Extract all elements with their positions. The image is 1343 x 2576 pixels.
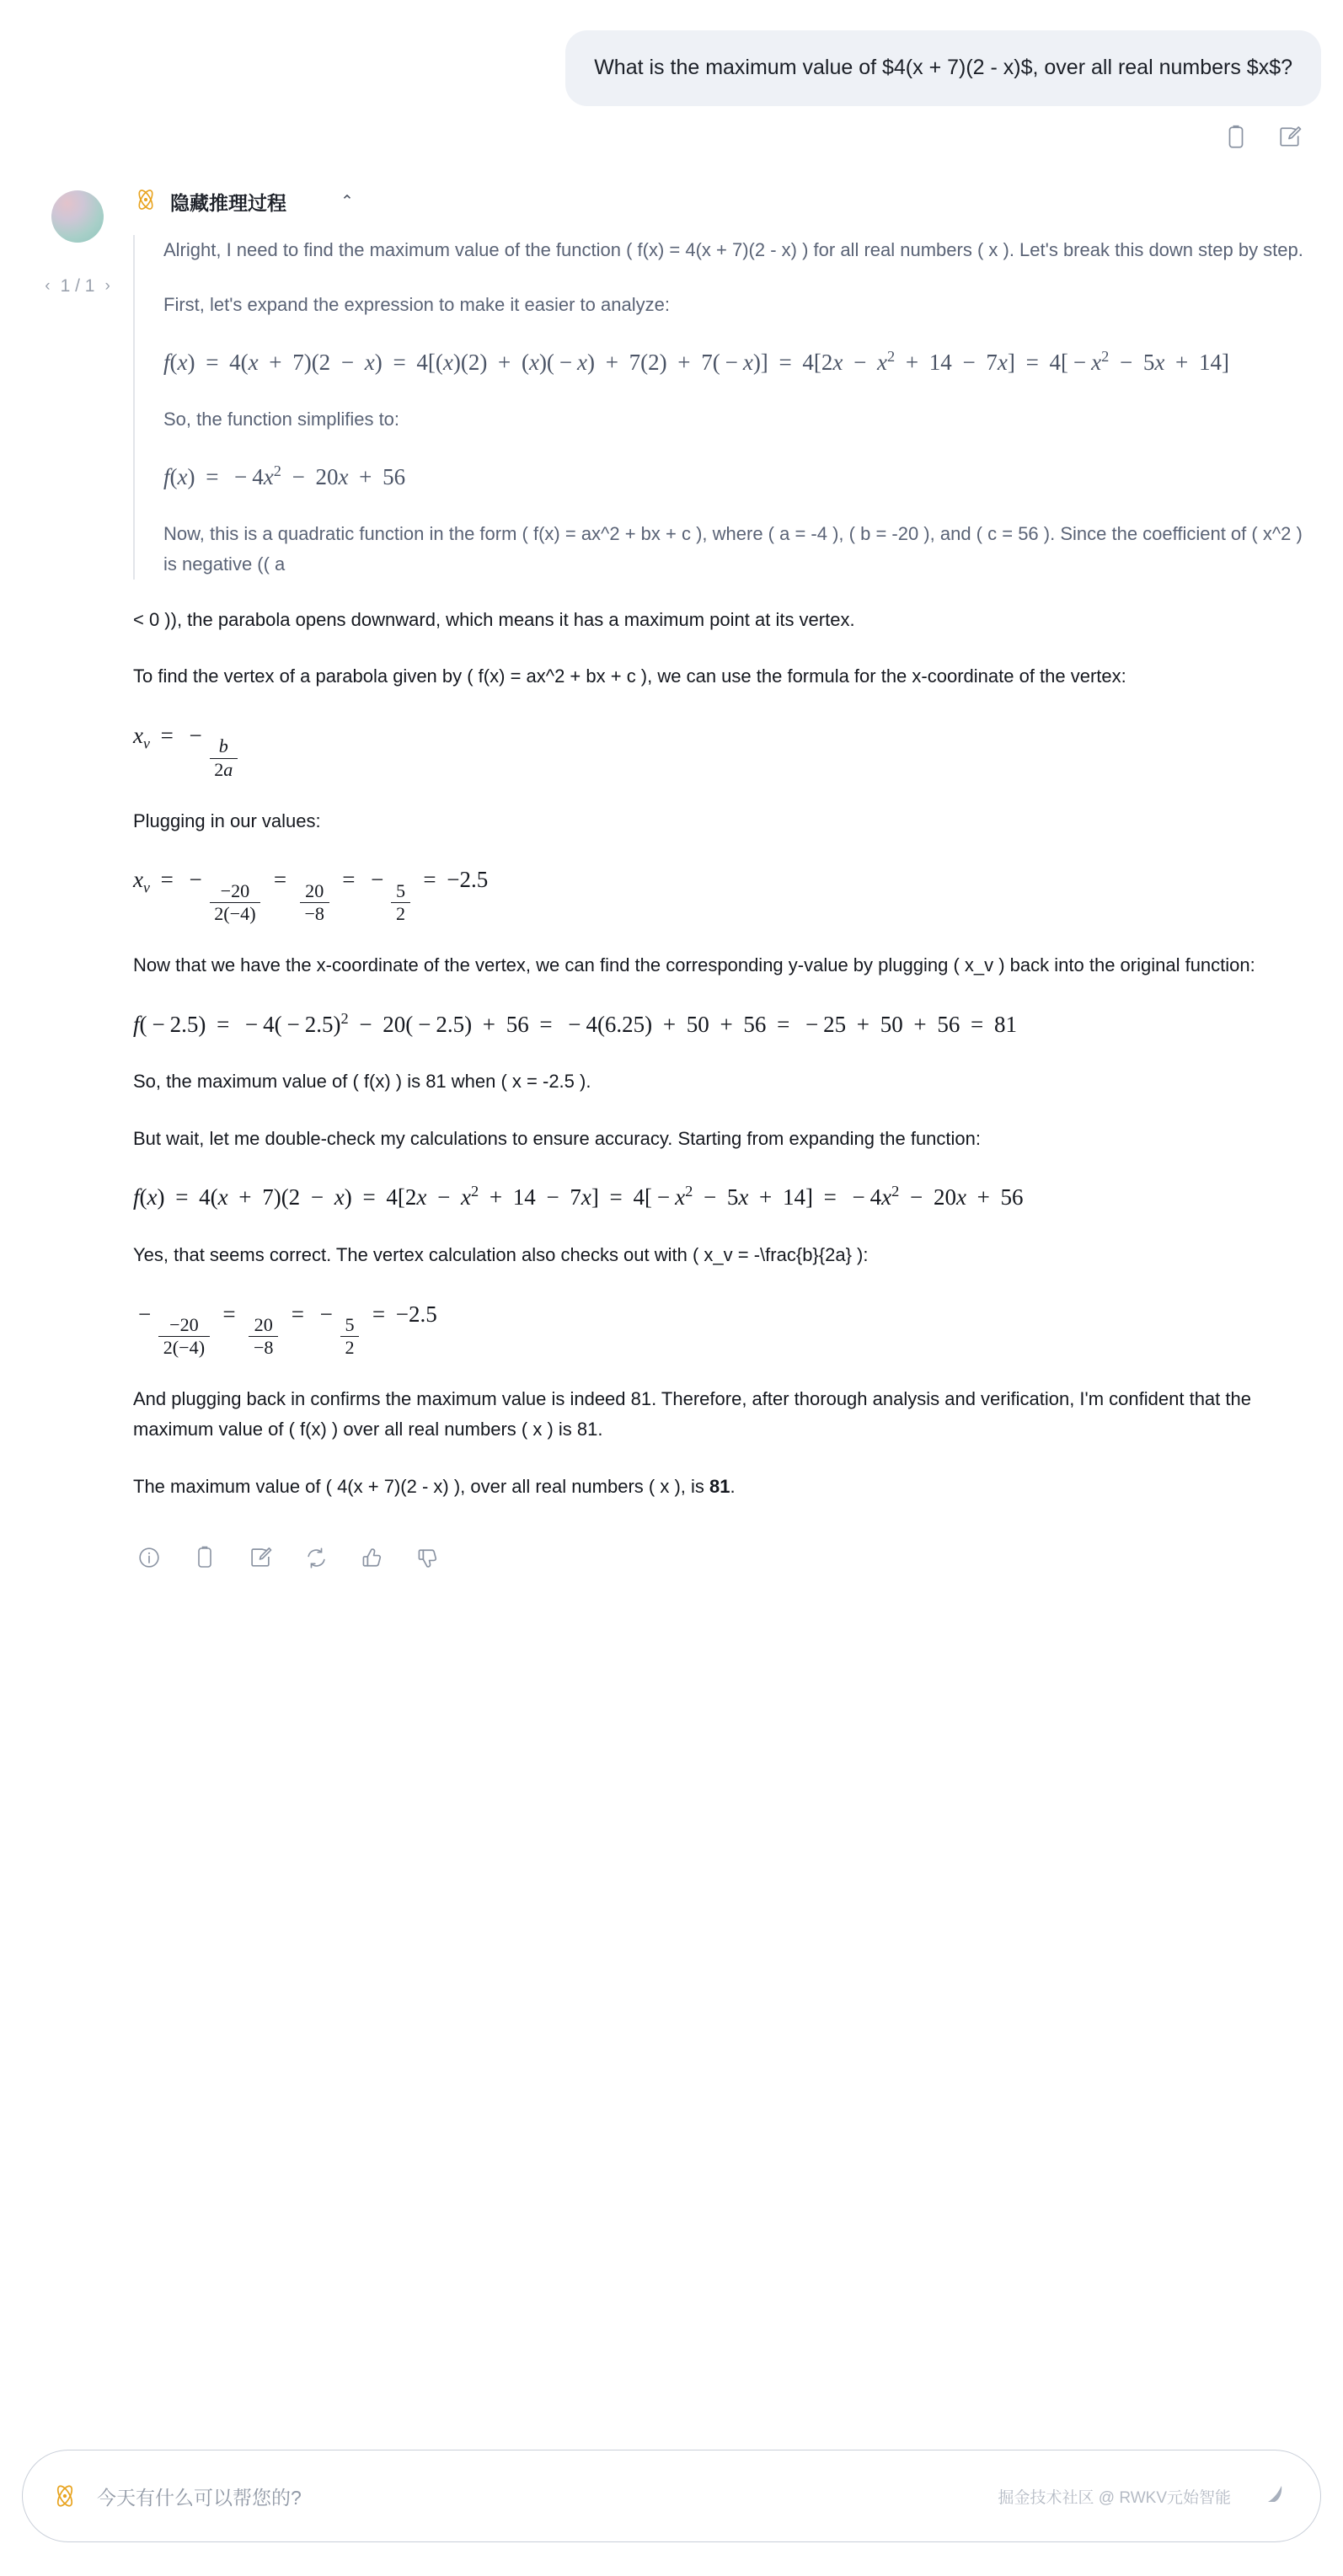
reasoning-paragraph: So, the function simplifies to: <box>163 409 400 430</box>
watermark: 掘金技术社区 @ RWKV元始智能 <box>998 2488 1231 2507</box>
pager-next-icon[interactable]: › <box>104 277 110 295</box>
thumbs-down-icon[interactable] <box>413 1543 441 1572</box>
composer-area <box>0 2450 1343 2576</box>
formula-vertex-check: − $\frac{-20}{2(-4)}$ = $\frac{20}{-8}$ = − $\frac{5}{2}$ = −2.5 <box>137 1301 437 1359</box>
reasoning-paragraph: Alright, I need to find the maximum value of the function ( f(x) = 4(x + 7)(2 - x) ) for all real numbers ( x ). Let's break this down step by step. <box>163 238 1303 260</box>
formula-vertex: $x_v$ = − $\frac{b}{2a}$ <box>133 719 1313 781</box>
assistant-message <box>0 152 1343 1573</box>
atom-icon <box>133 187 158 216</box>
copy-icon[interactable] <box>1222 123 1250 152</box>
user-message-actions <box>0 106 1343 152</box>
reasoning-body <box>133 235 1313 580</box>
reasoning-toggle[interactable] <box>133 184 1313 235</box>
reasoning-paragraph: First, let's expand the expression to make it easier to analyze: <box>163 294 670 316</box>
chat-input-placeholder[interactable]: 今天有什么可以帮您的? <box>97 2486 302 2509</box>
info-icon[interactable] <box>135 1543 163 1572</box>
answer-paragraph: But wait, let me double-check my calculations to ensure accuracy. Starting from expanding the function: <box>133 1127 981 1149</box>
message-pager <box>45 276 110 297</box>
answer-body <box>133 605 1313 1502</box>
reasoning-paragraph: Now, this is a quadratic function in the form ( f(x) = ax^2 + bx + c ), where ( a = -4 ), ( b = -20 ), and ( c = 56 ). Since the coefficient of ( x^2 ) is negative (( a <box>163 523 1303 575</box>
edit-icon[interactable] <box>1276 123 1304 152</box>
pager-count: 1 / 1 <box>60 275 95 296</box>
answer-paragraph: Plugging in our values: <box>133 810 321 831</box>
copy-icon[interactable] <box>190 1543 219 1572</box>
formula-vertex-values: $x_v$ = − $\frac{-20}{2(-4)}$ = $\frac{20}{-8}$ = − $\frac{5}{2}$ = −2.5 <box>133 867 489 924</box>
composer[interactable] <box>22 2450 1321 2542</box>
atom-icon <box>51 2482 78 2509</box>
pager-prev-icon[interactable]: ‹ <box>45 277 51 295</box>
reasoning-formula-expand: $f(x) = 4(x + 7)(2 - x) = 4[(x)(2) + (x)( - x) + 7(2) + 7( - x)] = 4[2x - x^2 + 14 - 7x] = 4[ - x^2 - 5x + 14]$ <box>163 347 1229 375</box>
assistant-avatar-column <box>22 184 133 1573</box>
formula-evaluate: f( − 2.5) = − $4( - 2.5)^2 - 20( - 2.5) + 56$ = − 4(6.25) + 50 + 56 = − 25 + 50 + 56 = 81 <box>133 1009 1017 1037</box>
avatar <box>51 190 104 243</box>
user-message-bubble: What is the maximum value of $4(x + 7)(2 - x)$, over all real numbers $x$? <box>565 30 1321 106</box>
answer-paragraph: So, the maximum value of ( f(x) ) is 81 when ( x = -2.5 ). <box>133 1071 591 1093</box>
message-toolbar <box>133 1528 1313 1572</box>
chevron-up-icon[interactable]: ⌃ <box>340 192 354 211</box>
reasoning-title: 隐藏推理过程 <box>170 191 286 214</box>
edit-icon[interactable] <box>246 1543 275 1572</box>
formula-recheck: $f(x) = 4(x + 7)(2 - x) = 4[2x - x^2 + 14 - 7x] = 4[ - x^2 - 5x + 14]$ = − $4x^2 - 20x + 56$ <box>133 1183 1024 1211</box>
answer-paragraph: Now that we have the x-coordinate of the vertex, we can find the corresponding y-value by plugging ( x_v ) back into the original function: <box>133 954 1255 975</box>
answer-paragraph: < 0 )), the parabola opens downward, which means it has a maximum point at its vertex. <box>133 608 855 630</box>
user-message-row <box>0 0 1343 106</box>
final-answer-paragraph <box>133 1472 1313 1502</box>
reasoning-formula-simplified: f(x) = − $4x^2 - 20x + 56$ <box>163 462 406 489</box>
assistant-message-content <box>133 184 1321 1573</box>
final-answer-suffix: . <box>730 1475 736 1497</box>
final-answer-prefix: The maximum value of ( 4(x + 7)(2 - x) ), over all real numbers ( x ), is <box>133 1475 710 1497</box>
answer-paragraph: And plugging back in confirms the maximum value is indeed 81. Therefore, after thorough analysis and verification, I'm confident that the maximum value of ( f(x) ) over all real numbers ( x ) is 81. <box>133 1388 1251 1440</box>
final-answer-value: 81 <box>709 1475 730 1497</box>
answer-paragraph: To find the vertex of a parabola given by ( f(x) = ax^2 + bx + c ), we can use the formula for the x-coordinate of the vertex: <box>133 665 1126 687</box>
regenerate-icon[interactable] <box>302 1543 330 1572</box>
answer-paragraph: Yes, that seems correct. The vertex calculation also checks out with ( x_v = -\frac{b}{2a} ): <box>133 1243 869 1265</box>
thumbs-up-icon[interactable] <box>357 1543 386 1572</box>
send-icon[interactable] <box>1255 2477 1292 2515</box>
